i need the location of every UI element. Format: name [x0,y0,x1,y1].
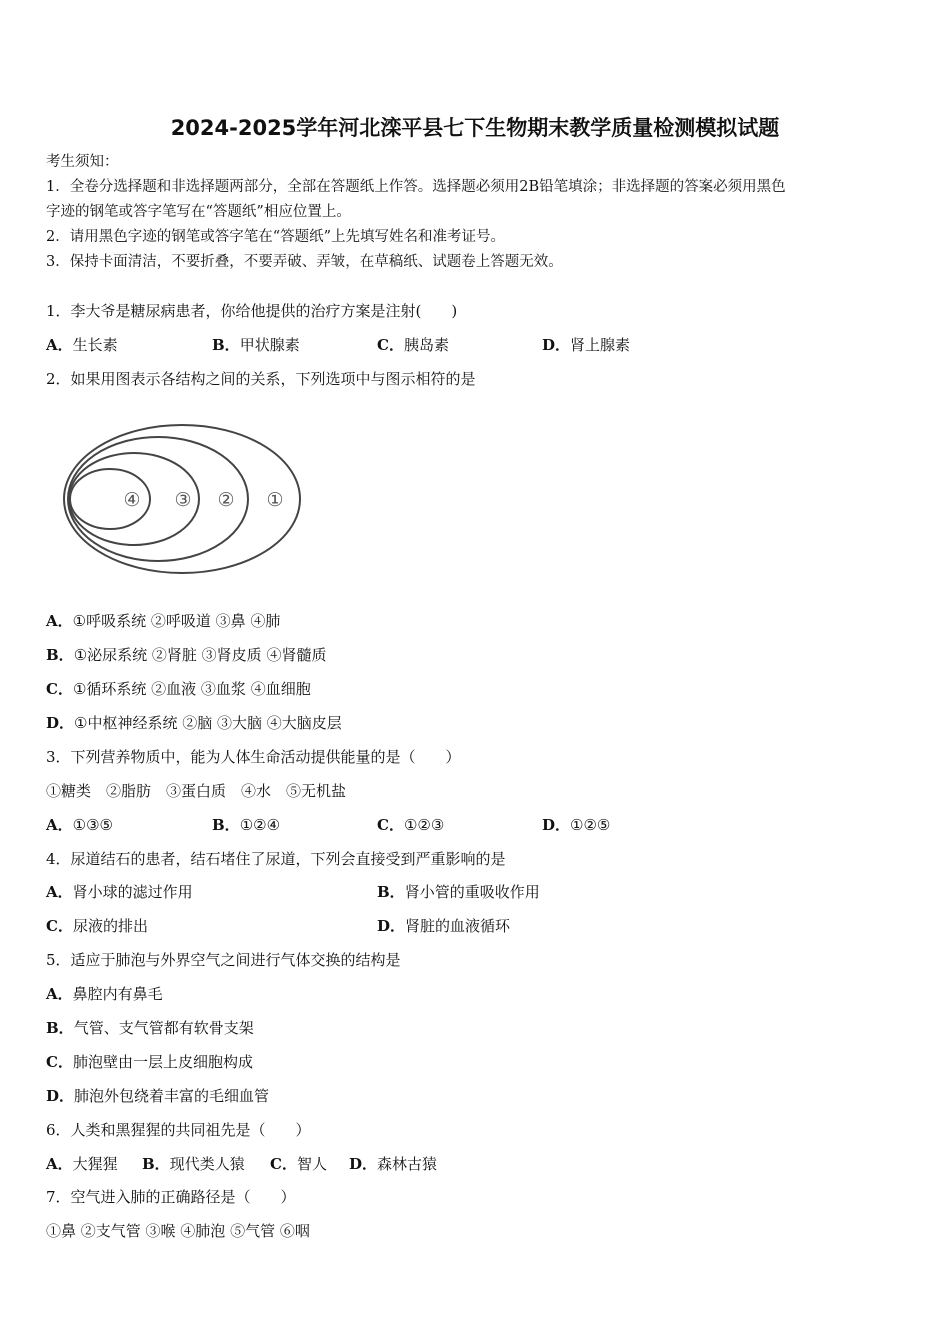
option-a[interactable]: A．肾小球的滤过作用 [46,883,193,901]
question-5-stem: 5．适应于肺泡与外界空气之间进行气体交换的结构是 [46,951,401,969]
label-2: ② [217,489,235,511]
option-c[interactable]: C．①循环系统 ②血液 ③血浆 ④血细胞 [46,680,311,698]
option-b[interactable]: B．气管、支气管都有软骨支架 [46,1019,254,1037]
option-d[interactable]: D．①②⑤ [542,816,611,834]
option-b[interactable]: B．①②④ [212,816,281,834]
option-a[interactable]: A．①③⑤ [46,816,113,834]
label-1: ① [266,489,284,511]
notice-item: 字迹的钢笔或答字笔写在“答题纸”相应位置上。 [46,204,351,220]
option-a[interactable]: A．①呼吸系统 ②呼吸道 ③鼻 ④肺 [46,612,281,630]
option-c[interactable]: C．胰岛素 [377,336,449,354]
option-c[interactable]: C．肺泡壁由一层上皮细胞构成 [46,1053,253,1071]
option-c[interactable]: C．①②③ [377,816,445,834]
option-b[interactable]: B．甲状腺素 [212,336,300,354]
notice-item: 3．保持卡面清洁，不要折叠，不要弄破、弄皱，在草稿纸、试题卷上答题无效。 [46,254,563,270]
question-7-items: ①鼻 ②支气管 ③喉 ④肺泡 ⑤气管 ⑥咽 [46,1222,310,1240]
label-4: ④ [123,489,141,511]
option-b[interactable]: B．①泌尿系统 ②肾脏 ③肾皮质 ④肾髓质 [46,646,327,664]
page-title: 2024-2025学年河北滦平县七下生物期末教学质量检测模拟试题 [170,116,780,140]
option-d[interactable]: D．森林古猿 [349,1155,438,1173]
option-b[interactable]: B．现代类人猿 [142,1155,245,1173]
option-a[interactable]: A．生长素 [46,336,118,354]
notice-item: 2．请用黑色字迹的钢笔或答字笔在“答题纸”上先填写姓名和准考证号。 [46,229,506,245]
option-d[interactable]: D．肾脏的血液循环 [377,917,511,935]
option-c[interactable]: C．智人 [270,1155,327,1173]
notice-item: 1．全卷分选择题和非选择题两部分，全部在答题纸上作答。选择题必须用2B铅笔填涂；非选择题的答案必须用黑色 [46,179,786,195]
option-a[interactable]: A．鼻腔内有鼻毛 [46,985,163,1003]
notice-heading: 考生须知： [46,154,119,170]
question-7-stem: 7．空气进入肺的正确路径是（ ） [46,1188,296,1206]
label-3: ③ [174,489,192,511]
option-c[interactable]: C．尿液的排出 [46,917,148,935]
question-2-stem: 2．如果用图表示各结构之间的关系，下列选项中与图示相符的是 [46,370,476,388]
question-3-stem: 3．下列营养物质中，能为人体生命活动提供能量的是（ ） [46,748,461,766]
nested-ellipses-diagram [62,418,312,578]
option-b[interactable]: B．肾小管的重吸收作用 [377,883,540,901]
option-d[interactable]: D．肾上腺素 [542,336,631,354]
question-4-stem: 4．尿道结石的患者，结石堵住了尿道，下列会直接受到严重影响的是 [46,850,506,868]
option-d[interactable]: D．肺泡外包绕着丰富的毛细血管 [46,1087,270,1105]
question-6-stem: 6．人类和黑猩猩的共同祖先是（ ） [46,1121,311,1139]
question-3-items: ①糖类 ②脂肪 ③蛋白质 ④水 ⑤无机盐 [46,782,347,800]
question-1-stem: 1．李大爷是糖尿病患者，你给他提供的治疗方案是注射( ) [46,302,458,320]
option-d[interactable]: D．①中枢神经系统 ②脑 ③大脑 ④大脑皮层 [46,714,342,732]
option-a[interactable]: A．大猩猩 [46,1155,118,1173]
